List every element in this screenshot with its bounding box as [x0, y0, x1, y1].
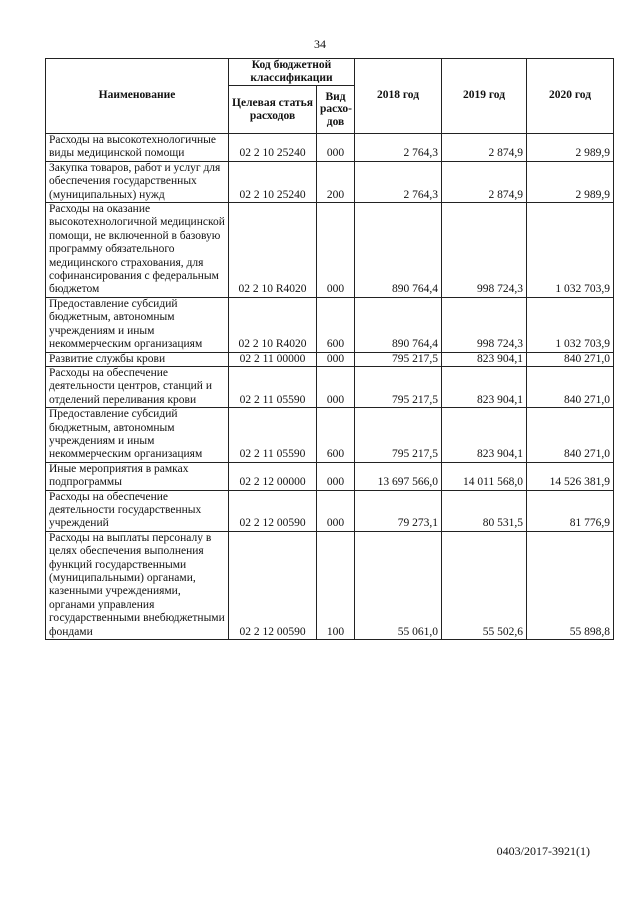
row-2018: 13 697 566,0	[355, 462, 442, 490]
table-row	[46, 134, 614, 162]
table-row	[46, 462, 614, 490]
document-registration-code: 0403/2017-3921(1)	[496, 844, 590, 858]
row-name: Расходы на оказание высокотехнологичной медицинской помощи, не включенной в базовую программу обязательного медицинского страхования, для софинансирования с федеральным бюджетом	[46, 203, 229, 298]
row-kind: 100	[317, 531, 355, 639]
row-2020: 840 271,0	[527, 408, 614, 463]
row-article: 02 2 10 25240	[229, 134, 317, 162]
row-article: 02 2 10 25240	[229, 161, 317, 202]
table-row	[46, 203, 614, 298]
row-2019: 998 724,3	[442, 297, 527, 352]
header-2019: 2019 год	[442, 59, 527, 134]
budget-table	[45, 58, 614, 640]
row-2020: 81 776,9	[527, 490, 614, 531]
row-article: 02 2 12 00590	[229, 490, 317, 531]
row-name: Расходы на обеспечение деятельности центров, станций и отделений переливания крови	[46, 366, 229, 407]
row-2020: 1 032 703,9	[527, 297, 614, 352]
row-name: Расходы на выплаты персоналу в целях обеспечения выполнения функций государственными (муниципальными) органами, казенными учреждениями, органами управления государственными внебюджетными фондами	[46, 531, 229, 639]
table-row	[46, 297, 614, 352]
row-2018: 2 764,3	[355, 134, 442, 162]
row-article: 02 2 12 00590	[229, 531, 317, 639]
row-2019: 823 904,1	[442, 408, 527, 463]
row-2020: 2 989,9	[527, 161, 614, 202]
table-row	[46, 490, 614, 531]
row-2020: 55 898,8	[527, 531, 614, 639]
header-code-group: Код бюджетной классификации	[229, 59, 355, 86]
row-name: Предоставление субсидий бюджетным, автономным учреждениям и иным некоммерческим организациям	[46, 297, 229, 352]
row-2019: 55 502,6	[442, 531, 527, 639]
row-2019: 823 904,1	[442, 366, 527, 407]
row-2019: 80 531,5	[442, 490, 527, 531]
row-2018: 55 061,0	[355, 531, 442, 639]
row-2020: 2 989,9	[527, 134, 614, 162]
row-2019: 998 724,3	[442, 203, 527, 298]
table-row	[46, 352, 614, 366]
row-kind: 000	[317, 134, 355, 162]
table-row	[46, 366, 614, 407]
header-name: Наименование	[46, 59, 229, 134]
row-2018: 890 764,4	[355, 297, 442, 352]
row-article: 02 2 11 00000	[229, 352, 317, 366]
header-expense-kind: Вид расхо-дов	[317, 86, 355, 134]
row-kind: 000	[317, 462, 355, 490]
row-2018: 79 273,1	[355, 490, 442, 531]
page-number: 34	[314, 37, 326, 51]
row-2019: 2 874,9	[442, 161, 527, 202]
row-name: Расходы на высокотехнологичные виды медицинской помощи	[46, 134, 229, 162]
row-article: 02 2 11 05590	[229, 408, 317, 463]
row-article: 02 2 11 05590	[229, 366, 317, 407]
row-kind: 000	[317, 366, 355, 407]
row-2018: 795 217,5	[355, 366, 442, 407]
row-article: 02 2 10 R4020	[229, 203, 317, 298]
row-name: Расходы на обеспечение деятельности государственных учреждений	[46, 490, 229, 531]
row-name: Закупка товаров, работ и услуг для обеспечения государственных (муниципальных) нужд	[46, 161, 229, 202]
row-name: Предоставление субсидий бюджетным, автономным учреждениям и иным некоммерческим организациям	[46, 408, 229, 463]
header-2020: 2020 год	[527, 59, 614, 134]
row-name: Иные мероприятия в рамках подпрограммы	[46, 462, 229, 490]
header-2018: 2018 год	[355, 59, 442, 134]
row-2020: 1 032 703,9	[527, 203, 614, 298]
row-2018: 795 217,5	[355, 408, 442, 463]
row-kind: 000	[317, 203, 355, 298]
row-2019: 823 904,1	[442, 352, 527, 366]
row-2019: 14 011 568,0	[442, 462, 527, 490]
row-2018: 890 764,4	[355, 203, 442, 298]
table-row	[46, 408, 614, 463]
row-kind: 200	[317, 161, 355, 202]
row-kind: 000	[317, 352, 355, 366]
header-target-article: Целевая статья расходов	[229, 86, 317, 134]
row-2018: 795 217,5	[355, 352, 442, 366]
row-kind: 600	[317, 297, 355, 352]
table-row	[46, 531, 614, 639]
table-row	[46, 161, 614, 202]
row-2020: 840 271,0	[527, 352, 614, 366]
row-name: Развитие службы крови	[46, 352, 229, 366]
row-kind: 000	[317, 490, 355, 531]
row-article: 02 2 10 R4020	[229, 297, 317, 352]
row-2020: 14 526 381,9	[527, 462, 614, 490]
row-2020: 840 271,0	[527, 366, 614, 407]
row-article: 02 2 12 00000	[229, 462, 317, 490]
row-2019: 2 874,9	[442, 134, 527, 162]
row-2018: 2 764,3	[355, 161, 442, 202]
row-kind: 600	[317, 408, 355, 463]
